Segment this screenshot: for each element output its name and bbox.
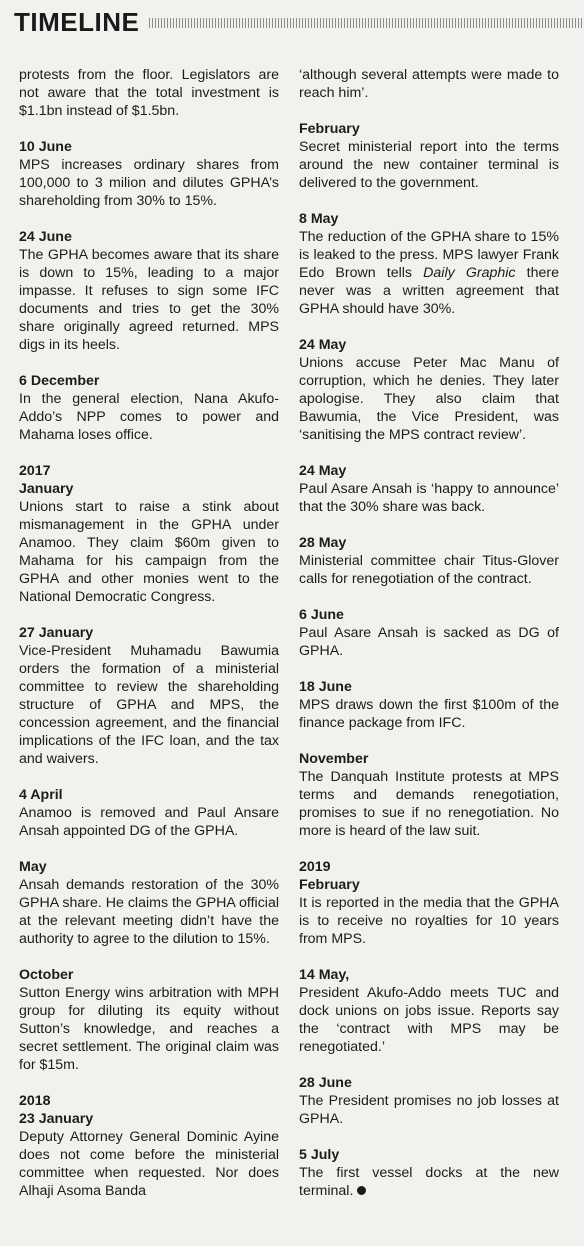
entry-date: 24 May <box>299 337 347 353</box>
entry-text: In the general election, Nana Akufo-Addo’s NPP comes to power and Mahama loses office. <box>19 391 279 443</box>
entry-text: Paul Asare Ansah is ‘happy to announce’ that the 30% share was back. <box>299 481 559 515</box>
entry-year: 2019 <box>299 859 331 875</box>
timeline-entry <box>19 138 279 210</box>
entry-text: Secret ministerial report into the terms around the new container terminal is delivered to the government. <box>299 139 559 191</box>
timeline-entry <box>19 462 279 606</box>
entry-text: MPS draws down the first $100m of the finance package from IFC. <box>299 697 559 731</box>
entry-year: 2018 <box>19 1093 51 1109</box>
timeline-entry <box>19 624 279 768</box>
header-rule <box>149 18 584 28</box>
entry-date: November <box>299 751 369 767</box>
entry-date: 27 January <box>19 625 94 641</box>
entry-text: Sutton Energy wins arbitration with MPH group for diluting its equity without Sutton’s knowledge, and reaches a secret settlement. The original claim was for $15m. <box>19 985 279 1073</box>
newspaper-name: Daily Graphic <box>423 265 516 281</box>
entry-text: Ansah demands restoration of the 30% GPHA share. He claims the GPHA official at the relevant meeting didn’t have the authority to agree to the dilution to 15%. <box>19 877 279 947</box>
left-column <box>19 66 279 1218</box>
timeline-entry <box>19 372 279 444</box>
page-title: TIMELINE <box>14 6 140 37</box>
entry-date: 10 June <box>19 139 72 155</box>
entry-date: October <box>19 967 74 983</box>
entry-date: 28 June <box>299 1075 352 1091</box>
entry-text: protests from the floor. Legislators are not aware that the total investment is $1.1bn instead of $1.5bn. <box>19 67 279 119</box>
entry-text: Anamoo is removed and Paul Ansare Ansah appointed DG of the GPHA. <box>19 805 279 839</box>
entry-date: 24 May <box>299 463 347 479</box>
entry-year: 2017 <box>19 463 51 479</box>
timeline-entry <box>19 1092 279 1200</box>
timeline-entry <box>299 462 559 516</box>
timeline-entry <box>299 336 559 444</box>
timeline-entry <box>299 66 559 102</box>
timeline-header <box>14 2 584 42</box>
entry-text: The President promises no job losses at GPHA. <box>299 1093 559 1127</box>
entry-date: February <box>299 121 360 137</box>
entry-date: May <box>19 859 47 875</box>
end-bullet-icon <box>357 1186 366 1195</box>
entry-text: President Akufo-Addo meets TUC and dock unions on jobs issue. Reports say the ‘contract with MPS may be renegotiated.’ <box>299 985 559 1055</box>
entry-text-part: The reduction of the GPHA share to 15% is leaked to the press. MPS lawyer Frank Edo Brown tells <box>299 229 559 281</box>
right-column <box>299 66 559 1218</box>
timeline-entry <box>299 534 559 588</box>
entry-date: January <box>19 481 74 497</box>
timeline-entry <box>299 858 559 948</box>
timeline-entry <box>299 1146 559 1200</box>
timeline-entry <box>299 606 559 660</box>
timeline-entry <box>299 750 559 840</box>
entry-text: Vice-President Muhamadu Bawumia orders the formation of a ministerial committee to review the shareholding structure of GPHA and MPS, the concession agreement, and the financial implications of the IFC loan, and the tax and waivers. <box>19 643 279 767</box>
timeline-entry <box>19 66 279 120</box>
entry-text-part: there never was a written agreement that GPHA should have 30%. <box>299 265 560 317</box>
entry-date: 23 January <box>19 1111 94 1127</box>
entry-text <box>299 1164 559 1200</box>
timeline-entry <box>19 966 279 1074</box>
entry-date: 8 May <box>299 211 339 227</box>
entry-text: Deputy Attorney General Dominic Ayine does not come before the ministerial committee when requested. Nor does Alhaji Asoma Banda <box>19 1129 279 1199</box>
entry-text: It is reported in the media that the GPHA is to receive no royalties for 10 years from MPS. <box>299 895 559 947</box>
entry-date: 14 May, <box>299 967 350 983</box>
entry-text: Ministerial committee chair Titus-Glover calls for renegotiation of the contract. <box>299 553 559 587</box>
entry-date: February <box>299 877 360 893</box>
timeline-entry <box>299 678 559 732</box>
entry-date: 28 May <box>299 535 347 551</box>
entry-date: 5 July <box>299 1147 340 1163</box>
entry-text <box>299 228 559 318</box>
timeline-entry <box>19 858 279 948</box>
timeline-entry <box>299 1074 559 1128</box>
entry-date: 18 June <box>299 679 352 695</box>
entry-date: 24 June <box>19 229 72 245</box>
timeline-entry <box>19 228 279 354</box>
timeline-entry <box>299 966 559 1056</box>
entry-text: Paul Asare Ansah is sacked as DG of GPHA. <box>299 625 559 659</box>
entry-text: Unions start to raise a stink about mismanagement in the GPHA under Anamoo. They claim $60m given to Mahama for his campaign from the GPHA and other monies went to the National Democratic Congress. <box>19 499 279 605</box>
entry-text-part: The first vessel docks at the new terminal. <box>299 1165 559 1199</box>
entry-text: MPS increases ordinary shares from 100,000 to 3 milion and dilutes GPHA’s shareholding from 30% to 15%. <box>19 157 279 209</box>
timeline-entry <box>299 210 559 318</box>
entry-date: 6 December <box>19 373 100 389</box>
entry-text: Unions accuse Peter Mac Manu of corruption, which he denies. They later apologise. They also claim that Bawumia, the Vice President, was ‘sanitising the MPS contract review’. <box>299 355 559 443</box>
entry-date: 4 April <box>19 787 63 803</box>
timeline-entry <box>299 120 559 192</box>
entry-text: The Danquah Institute protests at MPS terms and demands renegotiation, promises to sue if no renegotiation. No more is heard of the law suit. <box>299 769 559 839</box>
entry-text: ‘although several attempts were made to reach him’. <box>299 67 559 101</box>
entry-date: 6 June <box>299 607 344 623</box>
timeline-entry <box>19 786 279 840</box>
entry-text: The GPHA becomes aware that its share is down to 15%, leading to a major impasse. It refuses to sign some IFC documents and tries to get the 30% share originally agreed returned. MPS digs in its heels. <box>19 247 279 353</box>
